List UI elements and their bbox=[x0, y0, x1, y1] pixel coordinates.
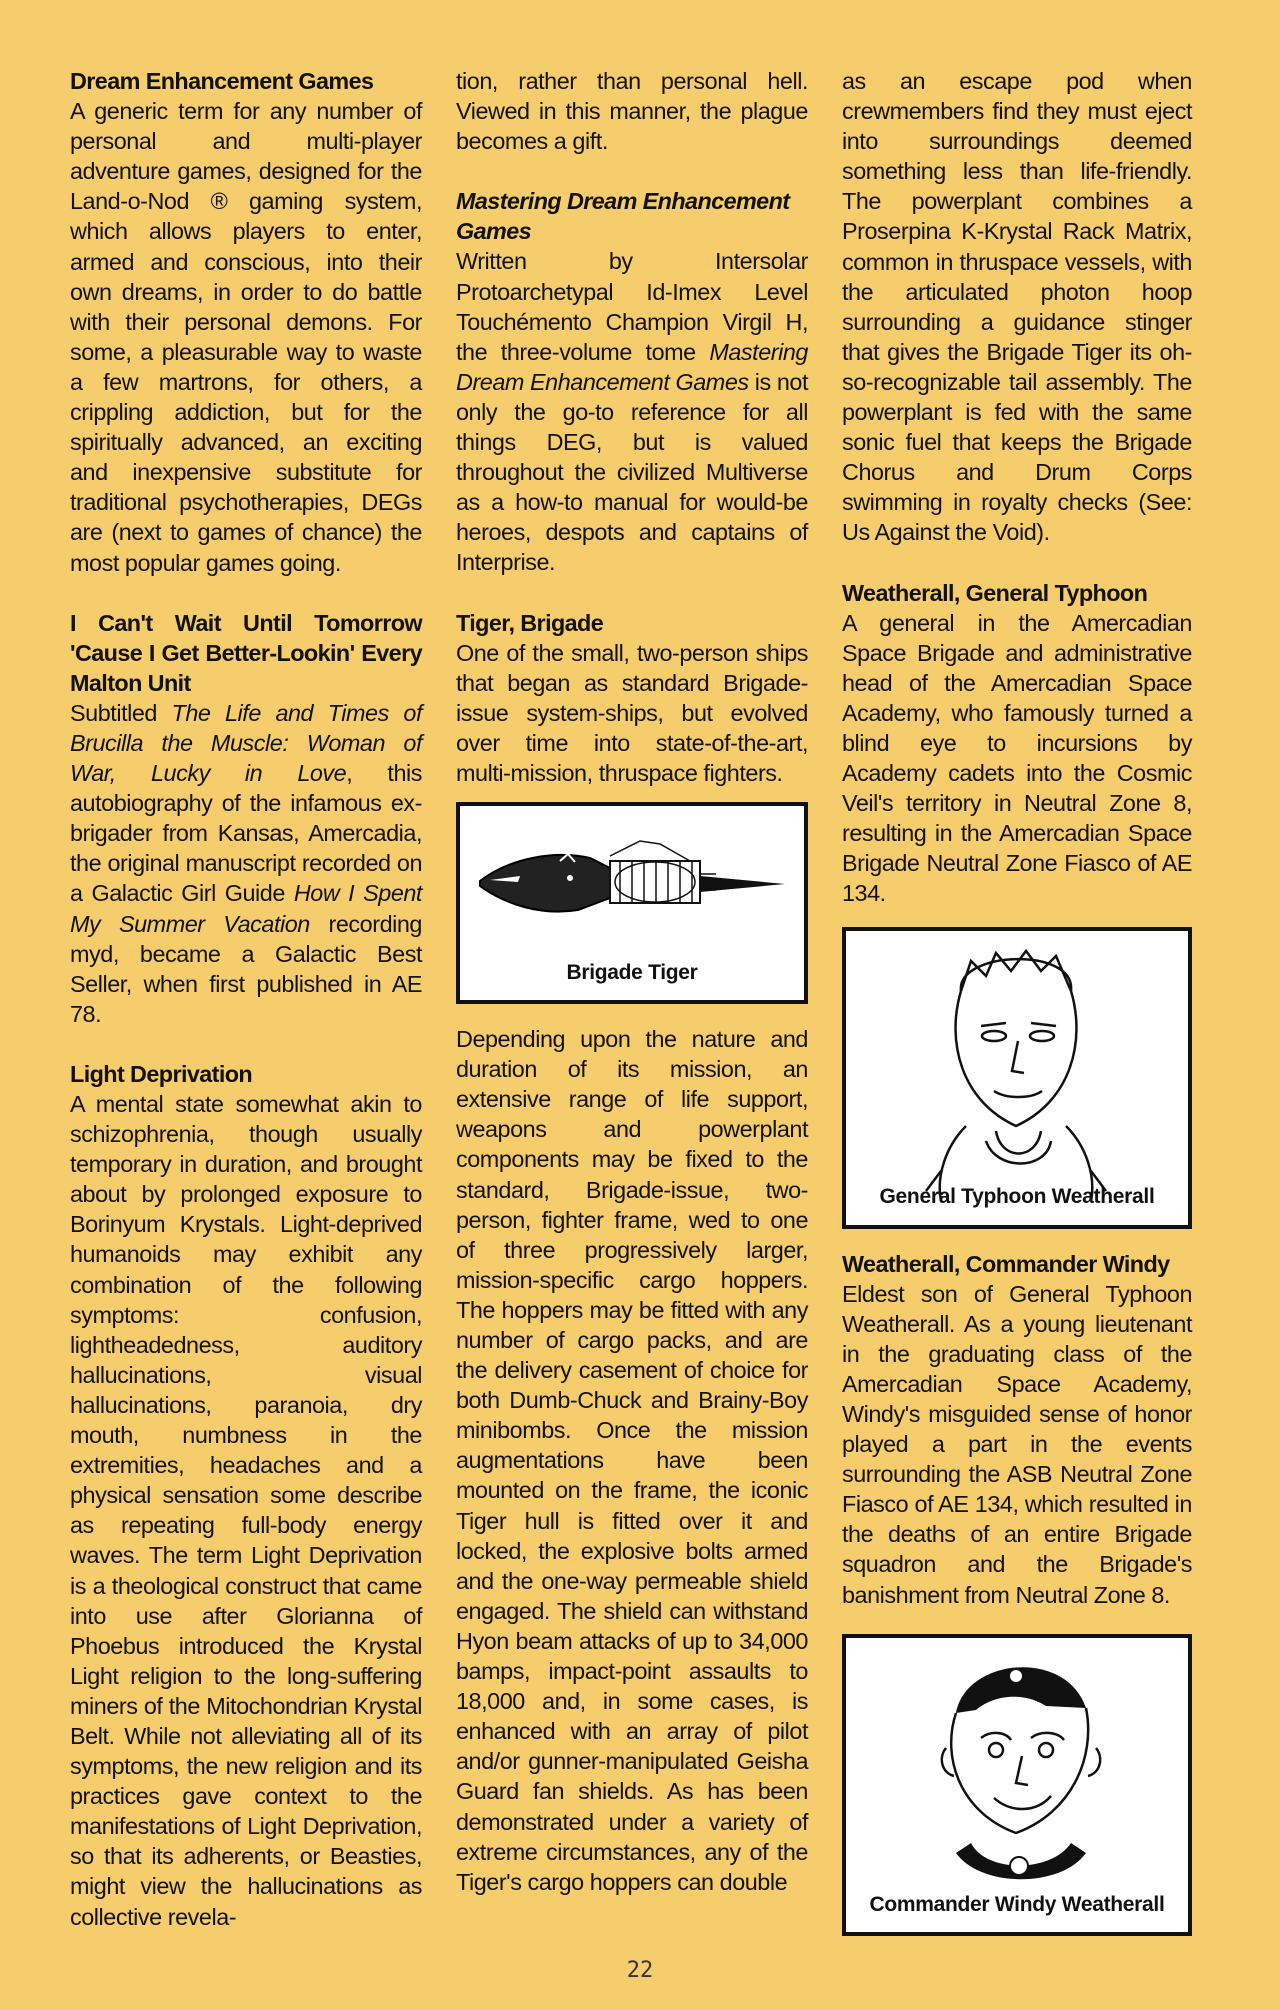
body-text: Written by Intersolar Protoarchetypal Id-Imex Level Touchémento Champion Virgil H, the three-volume tome bbox=[456, 248, 808, 365]
entry-body-light-deprivation-continued: tion, rather than personal hell. Viewed in this manner, the plague becomes a gift. bbox=[456, 68, 808, 155]
entry-body-i-cant-wait bbox=[70, 698, 422, 1029]
entry-title-light-deprivation: Light Deprivation bbox=[70, 1060, 253, 1087]
entry-body-tiger-brigade-details: Depending upon the nature and duration of its mission, an extensive range of life support, weapons and powerplant components may be fixed to the standard, Brigade-issue, two-person, fighter frame, wed to one of three progressively larger, mission-specific cargo hoppers. The hoppers may be fitted with any number of cargo packs, and are the delivery casement of choice for both Dumb-Chuck and Brainy-Boy minibombs. Once the mission augmentations have been mounted on the frame, the iconic Tiger hull is fitted over it and locked, the explosive bolts armed and the one-way permeable shield engaged. The shield can withstand Hyon beam attacks of up to 34,000 bamps, impact-point assaults to 18,000 and, in some cases, is enhanced with an array of pilot and/or gunner-manipulated Geisha Guard fan shields. As has been demonstrated under a variety of extreme circumstances, any of the Tiger's cargo hoppers can double bbox=[456, 1026, 808, 1895]
entry-body-mastering-dream-enhancement-games bbox=[456, 246, 808, 577]
column-3 bbox=[842, 66, 1192, 1956]
book-title-italic: Mastering Dream Enhancement Games bbox=[456, 338, 808, 395]
commander-windy-portrait-frame bbox=[842, 1634, 1192, 1936]
entry-body-weatherall-commander-windy: Eldest son of General Typhoon Weatherall. As a young lieutenant in the graduating class of the Amercadian Space Academy, Windy's misguided sense of honor played a part in the events surrounding the ASB Neutral Zone Fiasco of AE 134, which resulted in the deaths of an entire Brigade squadron and the Brigade's banishment from Neutral Zone 8. bbox=[842, 1280, 1192, 1608]
general-typhoon-portrait-frame bbox=[842, 927, 1192, 1229]
body-text: Subtitled bbox=[70, 699, 172, 726]
entry-title-weatherall-commander-windy: Weatherall, Commander Windy bbox=[842, 1250, 1170, 1277]
brigade-tiger-caption: Brigade Tiger bbox=[566, 960, 698, 984]
commander-windy-portrait-illustration bbox=[846, 1638, 1188, 1932]
entry-title-i-cant-wait: I Can't Wait Until Tomorrow 'Cause I Get Better-Lookin' Every Malton Unit bbox=[70, 609, 422, 696]
entry-body-dream-enhancement-games: A generic term for any number of personal and multi-player adventure games, designed for the Land-o-Nod ® gaming system, which allows players to enter, armed and conscious, into their own dreams, in order to do battle with their personal demons. For some, a pleasurable way to waste a few martrons, for others, a crippling addiction, but for the spiritually advanced, an exciting and inexpensive substitute for traditional psychotherapies, DEGs are (next to games of chance) the most popular games going. bbox=[70, 98, 422, 576]
body-text: is not only the go-to reference for all things DEG, but is valued throughout the civilized Multiverse as a how-to manual for would-be heroes, despots and captains of Interprise. bbox=[456, 368, 808, 576]
body-text: recording myd, became a Galactic Best Seller, when first published in AE 78. bbox=[70, 910, 422, 1027]
general-typhoon-caption: General Typhoon Weatherall bbox=[879, 1185, 1155, 1209]
commander-windy-caption: Commander Windy Weatherall bbox=[869, 1892, 1165, 1916]
entry-title-mastering-dream-enhancement-games: Mastering Dream Enhancement Games bbox=[456, 188, 790, 245]
brigade-tiger-illustration-frame bbox=[456, 802, 808, 1004]
book-title-italic: The Life and Times of Brucilla the Muscle: Woman of War, Lucky in Love bbox=[70, 699, 422, 787]
entry-body-tiger-brigade: One of the small, two-person ships that began as standard Brigade-issue system-ships, but evolved over time into state-of-the-art, multi-mission, thruspace fighters. bbox=[456, 639, 808, 786]
book-title-italic: How I Spent My Summer Vacation bbox=[70, 880, 422, 937]
entry-body-weatherall-general-typhoon: A general in the Amercadian Space Brigade and administrative head of the Amercadian Space Academy, who famously turned a blind eye to incursions by Academy cadets into the Cosmic Veil's territory in Neutral Zone 8, resulting in the Amercadian Space Brigade Neutral Zone Fiasco of AE 134. bbox=[842, 609, 1192, 907]
entry-title-tiger-brigade: Tiger, Brigade bbox=[456, 609, 604, 636]
entry-body-light-deprivation: A mental state somewhat akin to schizophrenia, though usually temporary in duration, and brought about by prolonged exposure to Borinyum Krystals. Light-deprived humanoids may exhibit any combination of the following symptoms: confusion, lightheadedness, auditory hallucinations, visual hallucinations, paranoia, dry mouth, numbness in the extremities, headaches and a physical sensation some describe as repeating full-body energy waves. The term Light Deprivation is a theological construct that came into use after Glorianna of Phoebus introduced the Krystal Light religion to the long-suffering miners of the Mitochondrian Krystal Belt. While not alleviating all of its symptoms, the new religion and its practices gave context to the manifestations of Light Deprivation, so that its adherents, or Beasties, might view the hallucinations as collective revela- bbox=[70, 1091, 422, 1930]
entry-title-dream-enhancement-games: Dream Enhancement Games bbox=[70, 68, 374, 94]
page-number: 22 bbox=[626, 1958, 654, 1983]
general-typhoon-portrait-illustration bbox=[846, 931, 1188, 1225]
body-text: , this autobiography of the infamous ex-brigader from Kansas, Amercadia, the original manuscript recorded on a Galactic Girl Guide bbox=[70, 760, 422, 907]
entry-title-weatherall-general-typhoon: Weatherall, General Typhoon bbox=[842, 579, 1148, 606]
entry-body-tiger-brigade-continued: as an escape pod when crewmembers find they must eject into surroundings deemed something less than life-friendly. The powerplant combines a Proserpina K-Krystal Rack Matrix, common in thruspace vessels, with the articulated photon hoop surrounding a guidance stinger that gives the Brigade Tiger its oh-so-recognizable tail assembly. The powerplant is fed with the same sonic fuel that keeps the Brigade Chorus and Drum Corps swimming in royalty checks (See: Us Against the Void). bbox=[842, 68, 1192, 546]
column-2 bbox=[456, 66, 808, 1897]
column-1 bbox=[70, 66, 422, 1932]
